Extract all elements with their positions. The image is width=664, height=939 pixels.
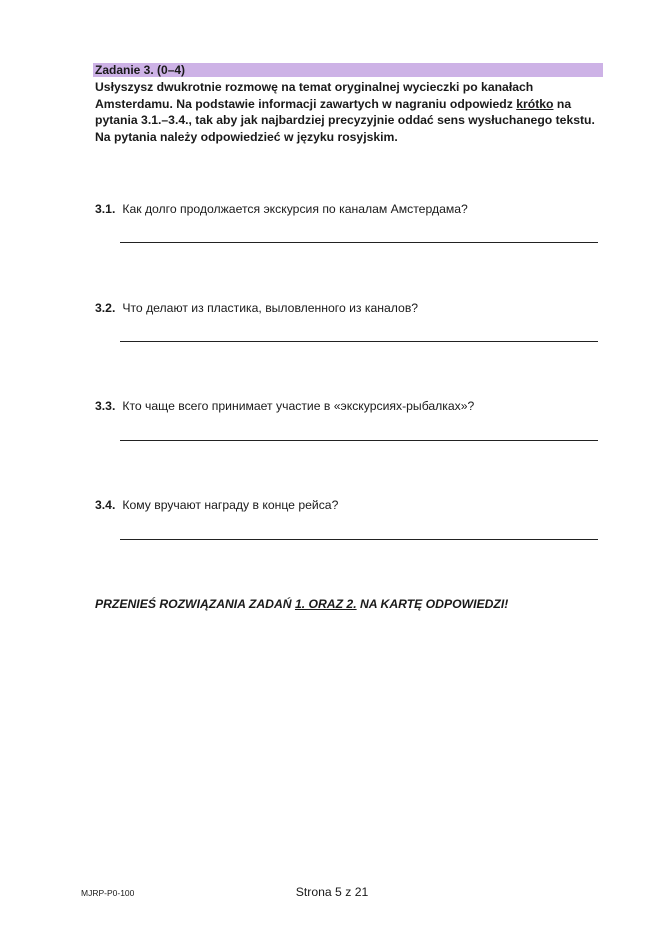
- question-3-2: [95, 301, 418, 316]
- final-note-part-1: PRZENIEŚ ROZWIĄZANIA ZADAŃ: [95, 597, 295, 611]
- task-title: Zadanie 3. (0–4): [95, 63, 186, 77]
- question-3-3: [95, 399, 474, 414]
- final-note-part-2: NA KARTĘ ODPOWIEDZI!: [356, 597, 509, 611]
- answer-line-3-3[interactable]: [120, 440, 598, 441]
- task-instructions: [95, 79, 607, 145]
- answer-line-3-4[interactable]: [120, 539, 598, 540]
- question-text: Кому вручают награду в конце рейса?: [122, 498, 339, 512]
- exam-code: MJRP-P0-100: [81, 888, 135, 898]
- question-number: 3.3.: [95, 399, 116, 413]
- instructions-part-1: Usłyszysz dwukrotnie rozmowę na temat oryginalnej wycieczki po kanałach Amsterdamu. Na podstawie informacji zawartych w nagraniu odpowiedz: [95, 80, 534, 111]
- question-text: Что делают из пластика, выловленного из каналов?: [122, 301, 419, 315]
- question-text: Кто чаще всего принимает участие в «экскурсиях-рыбалках»?: [122, 399, 475, 413]
- question-number: 3.1.: [95, 202, 116, 216]
- question-text: Как долго продолжается экскурсия по каналам Амстердама?: [122, 202, 468, 216]
- page-number: Strona 5 z 21: [295, 885, 369, 899]
- answer-line-3-2[interactable]: [120, 341, 598, 342]
- question-3-1: [95, 202, 468, 217]
- instructions-emphasis: krótko: [516, 96, 554, 111]
- answer-line-3-1[interactable]: [120, 242, 598, 243]
- instructions-part-2: na pytania 3.1.–3.4., tak aby jak najbardziej precyzyjnie oddać sens wysłuchanego tekstu. Na pytania należy odpowiedzieć w języku rosyjskim.: [95, 96, 595, 144]
- question-number: 3.2.: [95, 301, 116, 315]
- transfer-answers-note: [95, 597, 508, 612]
- final-note-tasks: 1. ORAZ 2.: [294, 597, 357, 611]
- question-3-4: [95, 498, 338, 513]
- question-number: 3.4.: [95, 498, 116, 512]
- task-header: [93, 63, 603, 77]
